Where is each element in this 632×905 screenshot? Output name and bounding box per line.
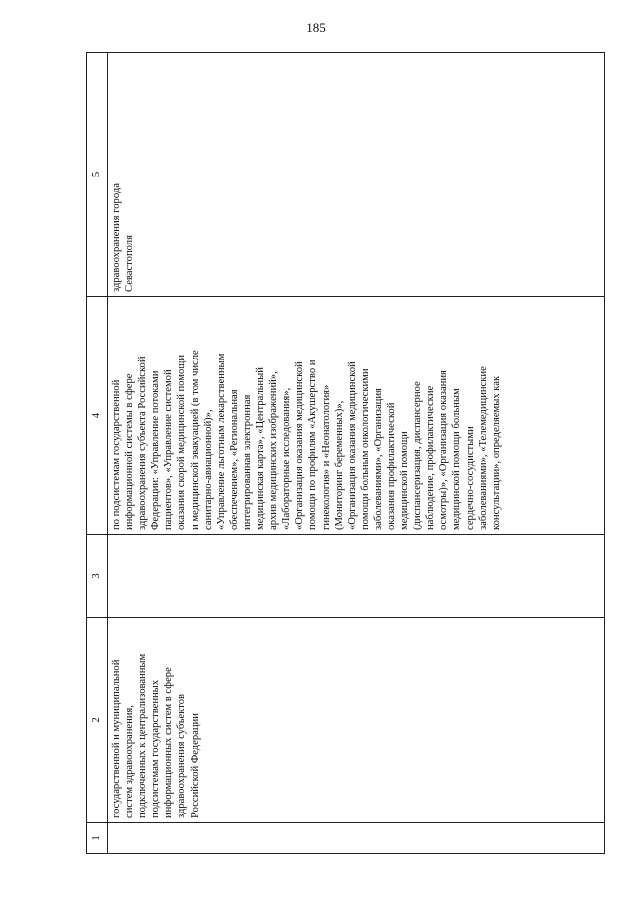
page-number: 185 [306,20,326,35]
cell-text-line: оказания профилактической [385,402,397,530]
cell-text-line: сердечно-сосудистыми [464,426,476,530]
cell-col-2 [108,618,605,823]
table-row [108,53,605,854]
table-header-row [87,53,108,854]
cell-text-line: оказания скорой медицинской помощи [176,354,188,530]
cell-text-line: заболеваниями», «Телемедицинские [477,366,489,530]
cell-text-line: пациентов», «Управление системой [163,369,175,530]
cell-text-line: и медицинской эвакуацией (в том числе [189,350,201,530]
cell-text-line: «Организация оказания медицинской [346,361,358,530]
cell-col-5 [108,53,605,297]
cell-text-line: консультации», определяемых как [490,375,502,530]
cell-text-line: (диспансеризация, диспансерное [412,381,424,530]
header-col-2: 2 [87,618,108,823]
cell-col-3 [108,535,605,618]
cell-text-line: государственной и муниципальной [111,659,122,818]
cell-text-line: здравоохранения города [111,183,122,292]
cell-text-line: осмотры)», «Организация оказания [438,370,450,530]
cell-text-line: (Мониторинг беременных)», [333,400,345,530]
cell-text-line: гинекология» и «Неонатология» [320,384,332,530]
cell-text-line: медицинской помощи больным [451,388,463,530]
cell-text-line: здравоохранения субъекта Российской [137,356,149,530]
cell-text-line: медицинская карта», «Центральный [255,367,267,530]
header-col-5: 5 [87,53,108,297]
cell-text-line: «Управление льготным лекарственным [215,353,227,530]
cell-text-line: санитарно-авиационной)», [202,409,214,530]
cell-col-4 [108,297,605,535]
document-table [86,52,605,854]
cell-col-1 [108,823,605,854]
cell-text-line: интегрированная электронная [241,394,253,530]
cell-text-line: Российской Федерации [189,713,201,818]
header-col-3: 3 [87,535,108,618]
cell-text-line: медицинской помощи [399,431,411,530]
rotated-table-frame [86,52,605,854]
cell-text-line: Федерации: «Управление потоками [150,370,162,530]
header-col-1: 1 [87,823,108,854]
cell-text-line: информационной системы в сфере [124,373,136,530]
cell-text-line: заболеваниями», «Организация [372,388,384,530]
cell-text-line: «Организация оказания медицинской [294,361,306,530]
cell-text-line: помощи больным онкологическими [359,368,371,530]
rotated-table [86,52,605,854]
cell-text-line: информационных систем в сфере [163,667,175,818]
cell-text-line: подсистемам государственных [150,679,162,818]
cell-text-line: обеспечением», «Региональная [228,389,240,530]
header-col-4: 4 [87,297,108,535]
cell-text-line: по подсистемам государственной [111,379,122,530]
cell-text-line: наблюдение, профилактические [425,385,437,530]
cell-text-line: подключенных к централизованным [137,653,149,818]
cell-text-line: помощи по профилям «Акушерство и [307,359,319,530]
cell-text-line: архив медицинских изображений», [268,371,280,530]
cell-text-line: систем здравоохранения, [124,705,136,818]
cell-text-line: здравоохранения субъектов [176,694,188,818]
cell-text-line: Севастополя [124,235,136,292]
cell-text-line: «Лабораторные исследования», [281,387,293,530]
